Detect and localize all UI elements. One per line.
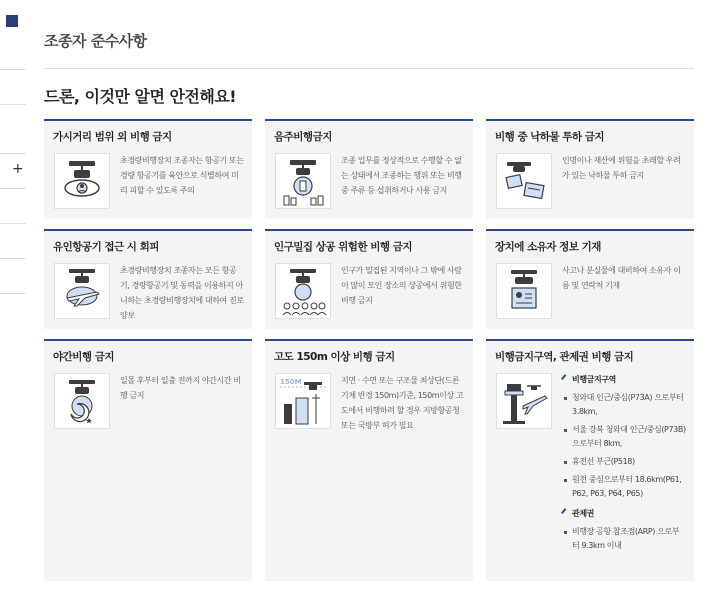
card-title: 비행금지구역, 관제권 비행 금지 — [495, 351, 634, 363]
zone-heading: 비행금지구역 — [562, 373, 686, 387]
rail-divider — [0, 188, 26, 189]
card-title: 야간비행 금지 — [53, 351, 115, 363]
drone-control-tower-icon — [496, 373, 552, 429]
card-altitude-limit — [265, 339, 473, 581]
drone-crowd-icon — [275, 263, 331, 319]
expand-plus-icon[interactable]: + — [12, 161, 24, 177]
card-description: 초경량비행장치 조종자는 항공기 또는 경량 항공기를 육안으로 식별하여 미리 피할 수 있도록 주의 — [120, 156, 244, 195]
section-title: 드론, 이것만 알면 안전해요! — [44, 87, 237, 106]
card-no-night-flight — [44, 339, 252, 581]
restricted-zone-list — [562, 373, 686, 557]
rail-marker — [6, 15, 18, 27]
title-divider — [44, 68, 694, 69]
card-title: 장치에 소유자 정보 기재 — [495, 241, 601, 253]
rail-divider — [0, 104, 26, 105]
drone-watch-icon — [54, 153, 110, 209]
card-description: 일몰 후부터 일출 전까지 야간시간 비행 금지 — [120, 376, 241, 400]
card-title: 고도 150m 이상 비행 금지 — [274, 351, 395, 363]
card-title: 비행 중 낙하물 투하 금지 — [495, 131, 605, 143]
card-description: 인구가 밀집된 지역이나 그 밖에 사람이 많이 모인 장소의 상공에서 위험한 비행 금지 — [341, 266, 462, 305]
card-description: 사고나 분실물에 대비하여 소유자 이름 및 연락처 기재 — [562, 266, 681, 290]
zone-item: 서울 강북 청와대 인근/중심(P73B)으로부터 8km, — [562, 423, 686, 451]
card-no-crowd-flight — [265, 229, 473, 329]
drone-aircraft-icon — [54, 263, 110, 319]
card-owner-info — [486, 229, 694, 329]
rail-divider — [0, 223, 26, 224]
drone-owner-tag-icon — [496, 263, 552, 319]
rail-divider — [0, 293, 26, 294]
rail-divider — [0, 258, 26, 259]
drone-drop-icon — [496, 153, 552, 209]
drone-night-icon — [54, 373, 110, 429]
card-description: 인명이나 재산에 위험을 초래할 우려가 있는 낙하물 투하 금지 — [562, 156, 681, 180]
control-item: 비행장 공항 참조점(ARP) 으로부터 9.3km 이내 — [562, 525, 686, 553]
drone-alcohol-icon — [275, 153, 331, 209]
drone-altitude-icon — [275, 373, 331, 429]
card-description: 지면 · 수면 또는 구조물 최상단(드론기체 반경 150m)기준, 150m이상 고도에서 비행하려 할 경우 지방항공청 또는 국방부 허가 필요 — [341, 376, 464, 430]
page-title: 조종자 준수사항 — [44, 32, 147, 50]
card-title: 인구밀집 상공 위험한 비행 금지 — [274, 241, 412, 253]
card-title: 유인항공기 접근 시 회피 — [53, 241, 159, 253]
left-rail — [0, 0, 26, 593]
rail-divider — [0, 69, 26, 70]
card-description: 조종 업무를 정상적으로 수행할 수 없는 상태에서 조종하는 행위 또는 비행 중 주류 등 섭취하거나 사용 금지 — [341, 156, 462, 195]
card-no-drinking — [265, 119, 473, 219]
zone-item: 휴전선 부근(P518) — [562, 455, 686, 469]
card-visual-line-of-sight — [44, 119, 252, 219]
zone-item: 원전 중심으로부터 18.6km(P61, P62, P63, P64, P65) — [562, 473, 686, 501]
card-title: 음주비행금지 — [274, 131, 332, 143]
card-no-dropping — [486, 119, 694, 219]
altitude-label: 150M — [280, 378, 302, 386]
rail-divider — [0, 153, 26, 154]
card-avoid-manned-aircraft — [44, 229, 252, 329]
card-restricted-zone — [486, 339, 694, 581]
card-description: 초경량비행장치 조종자는 모든 항공기, 경량항공기 및 동력을 이용하지 아니하는 초경량비행장치에 대하여 진로 양보 — [120, 266, 244, 320]
zone-item: 청와대 인근/중심(P73A) 으로부터 3.8km, — [562, 391, 686, 419]
card-title: 가시거리 범위 외 비행 금지 — [53, 131, 172, 143]
control-heading: 관제권 — [562, 507, 686, 521]
